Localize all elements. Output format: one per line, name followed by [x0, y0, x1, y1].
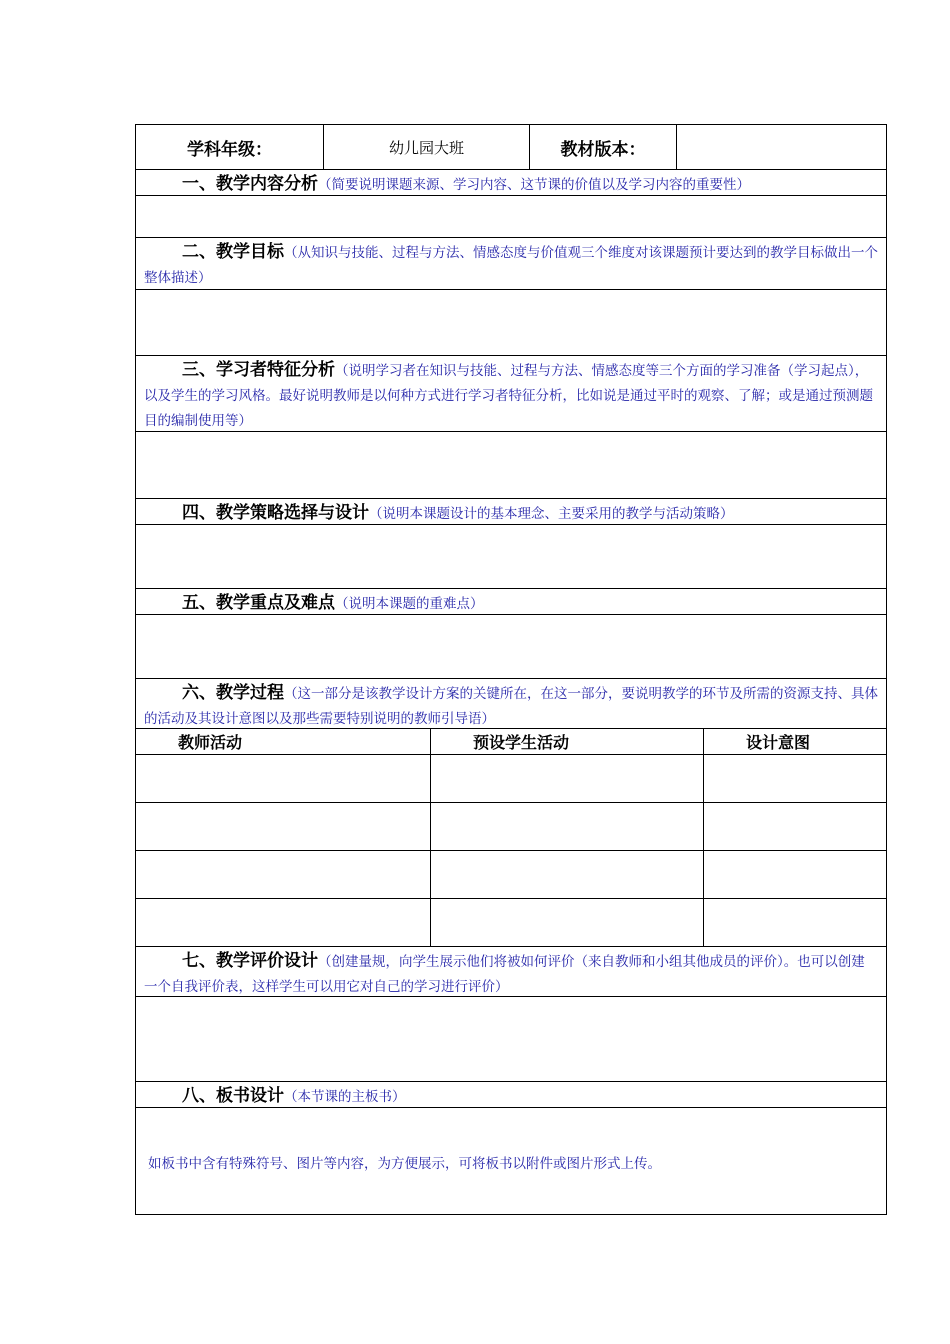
design-intent-header: 设计意图 [703, 729, 886, 754]
section-evaluation-header [136, 946, 886, 996]
section-title: 四、教学策略选择与设计 [182, 503, 369, 523]
section-board-design-header [136, 1081, 886, 1107]
section-title: 五、教学重点及难点 [182, 593, 335, 613]
teacher-activity-cell[interactable] [136, 851, 430, 898]
section-key-points-header [136, 588, 886, 614]
lesson-plan-form [135, 124, 887, 1215]
section-key-points-body[interactable] [136, 614, 886, 678]
section-description: （说明本课题的重难点） [335, 596, 484, 612]
design-intent-cell[interactable] [703, 803, 886, 850]
table-row [136, 754, 886, 802]
section-learner-analysis-body[interactable] [136, 431, 886, 498]
section-description: （从知识与技能、过程与方法、情感态度与价值观三个维度对该课题预计要达到的教学目标做出一个整体描述） [144, 245, 878, 286]
section-description: （说明学习者在知识与技能、过程与方法、情感态度等三个方面的学习准备（学习起点），以及学生的学习风格。最好说明教师是以何种方式进行学习者特征分析，比如说是通过平时的观察、了解；或是通过预测题目的编制使用等） [144, 363, 873, 429]
header-row [136, 125, 886, 169]
section-evaluation-body[interactable] [136, 996, 886, 1081]
subject-grade-label: 学科年级： [187, 139, 272, 160]
section-title: 二、教学目标 [182, 242, 284, 262]
teacher-activity-cell[interactable] [136, 899, 430, 946]
student-activity-cell[interactable] [430, 755, 703, 802]
section-strategy-body[interactable] [136, 524, 886, 588]
subject-grade-value[interactable]: 幼儿园大班 [323, 125, 529, 169]
design-intent-cell[interactable] [703, 755, 886, 802]
student-activity-cell[interactable] [430, 851, 703, 898]
section-objectives-body[interactable] [136, 289, 886, 355]
section-content-analysis-body[interactable] [136, 195, 886, 237]
teacher-activity-header: 教师活动 [178, 733, 243, 752]
section-title: 七、教学评价设计 [182, 951, 318, 971]
section-objectives-header [136, 237, 886, 289]
section-description: （说明本课题设计的基本理念、主要采用的教学与活动策略） [369, 506, 734, 522]
table-row [136, 802, 886, 850]
section-title: 一、教学内容分析 [182, 174, 318, 194]
table-row [136, 850, 886, 898]
design-intent-cell[interactable] [703, 851, 886, 898]
section-strategy-header [136, 498, 886, 524]
section-description: （简要说明课题来源、学习内容、这节课的价值以及学习内容的重要性） [318, 177, 750, 193]
section-board-design-body[interactable] [136, 1107, 886, 1214]
student-activity-cell[interactable] [430, 899, 703, 946]
textbook-version-value[interactable] [676, 125, 886, 169]
section-content-analysis-header [136, 169, 886, 195]
section-description: （这一部分是该教学设计方案的关键所在，在这一部分，要说明教学的环节及所需的资源支持、具体的活动及其设计意图以及那些需要特别说明的教师引导语） [144, 686, 878, 727]
section-title: 八、板书设计 [182, 1086, 284, 1106]
section-learner-analysis-header [136, 355, 886, 431]
section-process-header [136, 678, 886, 728]
section-description: （本节课的主板书） [284, 1089, 406, 1105]
section-title: 六、教学过程 [182, 683, 284, 703]
student-activity-header: 预设学生活动 [430, 729, 703, 754]
section-title: 三、学习者特征分析 [182, 360, 335, 380]
textbook-version-label: 教材版本： [529, 125, 676, 169]
section-description: （创建量规，向学生展示他们将被如何评价（来自教师和小组其他成员的评价）。也可以创建一个自我评价表，这样学生可以用它对自己的学习进行评价） [144, 954, 865, 995]
teacher-activity-cell[interactable] [136, 803, 430, 850]
process-table-header-row [136, 728, 886, 754]
design-intent-cell[interactable] [703, 899, 886, 946]
table-row [136, 898, 886, 946]
student-activity-cell[interactable] [430, 803, 703, 850]
teacher-activity-cell[interactable] [136, 755, 430, 802]
board-upload-note: 如板书中含有特殊符号、图片等内容，为方便展示，可将板书以附件或图片形式上传。 [148, 1156, 661, 1172]
